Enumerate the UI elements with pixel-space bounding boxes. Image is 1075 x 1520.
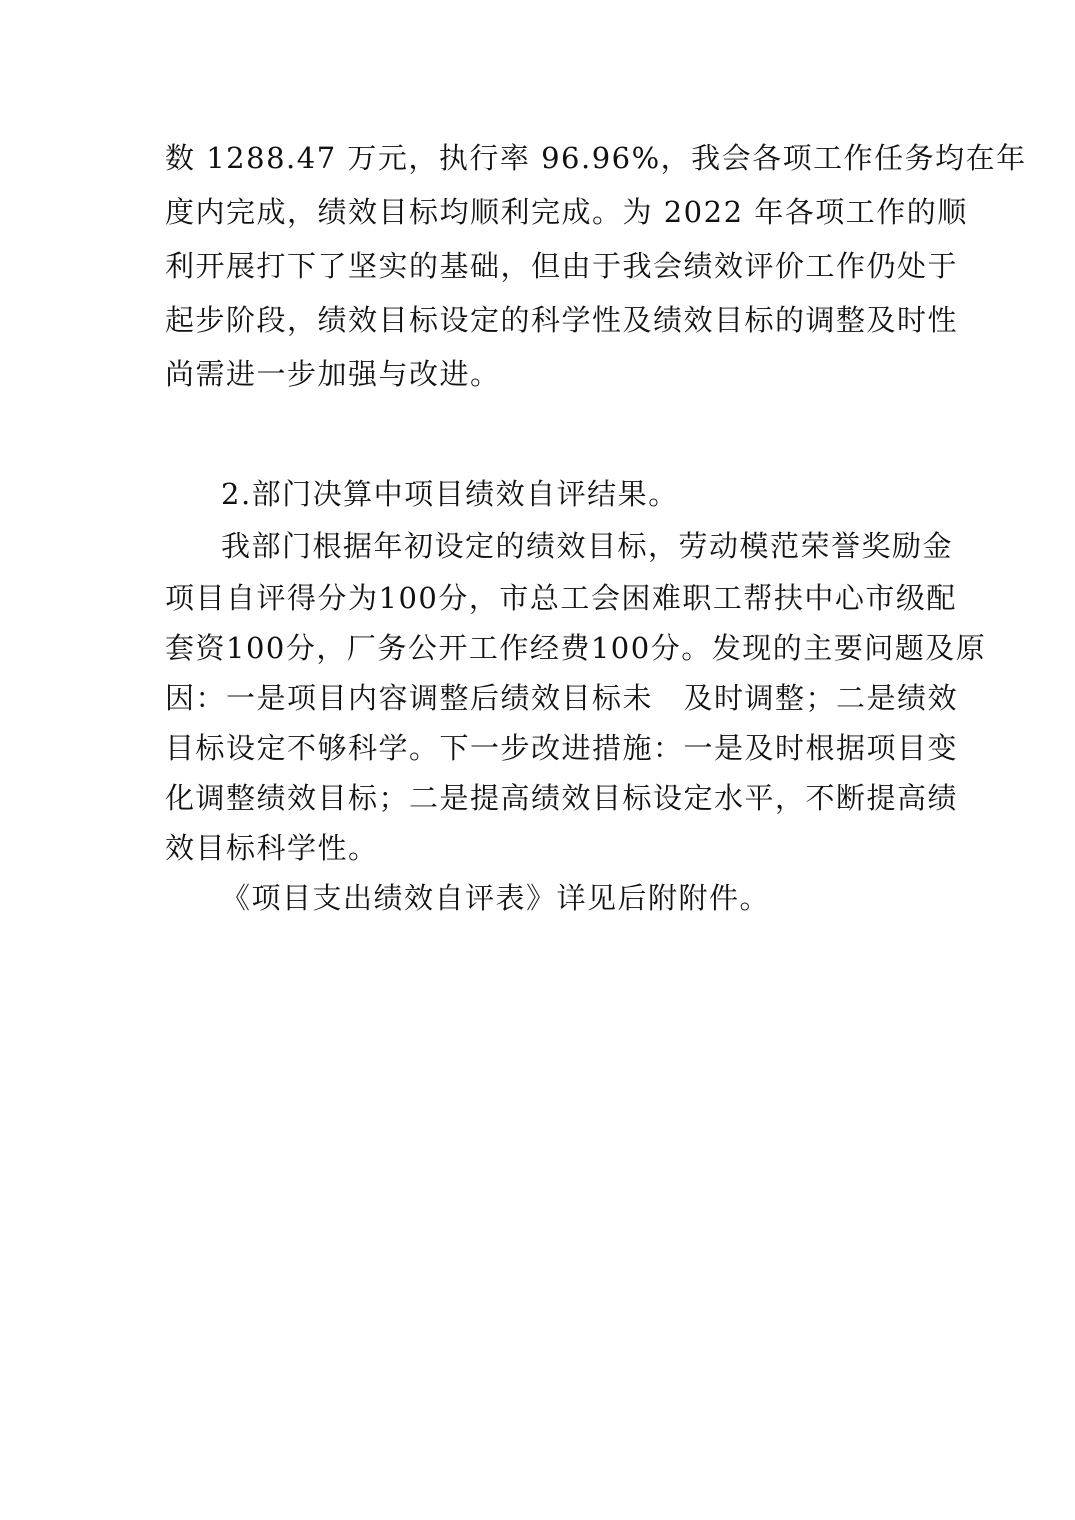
- paragraph-line: 度内完成，绩效目标均顺利完成。为 2022 年各项工作的顺: [165, 195, 968, 229]
- paragraph-line: 尚需进一步加强与改进。: [165, 357, 501, 391]
- paragraph-line: 利开展打下了坚实的基础，但由于我会绩效评价工作仍处于: [165, 249, 959, 283]
- paragraph-line: 我部门根据年初设定的绩效目标，劳动模范荣誉奖励金: [221, 529, 954, 563]
- paragraph-line: 套资100分，厂务公开工作经费100分。发现的主要问题及原: [165, 631, 987, 665]
- paragraph-line: 起步阶段，绩效目标设定的科学性及绩效目标的调整及时性: [165, 303, 959, 337]
- paragraph-line: 效目标科学性。: [165, 831, 379, 865]
- attachment-note: 《项目支出绩效自评表》详见后附附件。: [221, 881, 771, 915]
- paragraph-line: 因：一是项目内容调整后绩效目标未 及时调整；二是绩效: [165, 681, 959, 715]
- paragraph-line: 目标设定不够科学。下一步改进措施：一是及时根据项目变: [165, 731, 959, 765]
- section-heading: 2.部门决算中项目绩效自评结果。: [221, 477, 679, 511]
- paragraph-line: 化调整绩效目标；二是提高绩效目标设定水平，不断提高绩: [165, 781, 959, 815]
- paragraph-line: 数 1288.47 万元，执行率 96.96%，我会各项工作任务均在年: [165, 141, 1027, 175]
- paragraph-line: 项目自评得分为100分，市总工会困难职工帮扶中心市级配: [165, 581, 957, 615]
